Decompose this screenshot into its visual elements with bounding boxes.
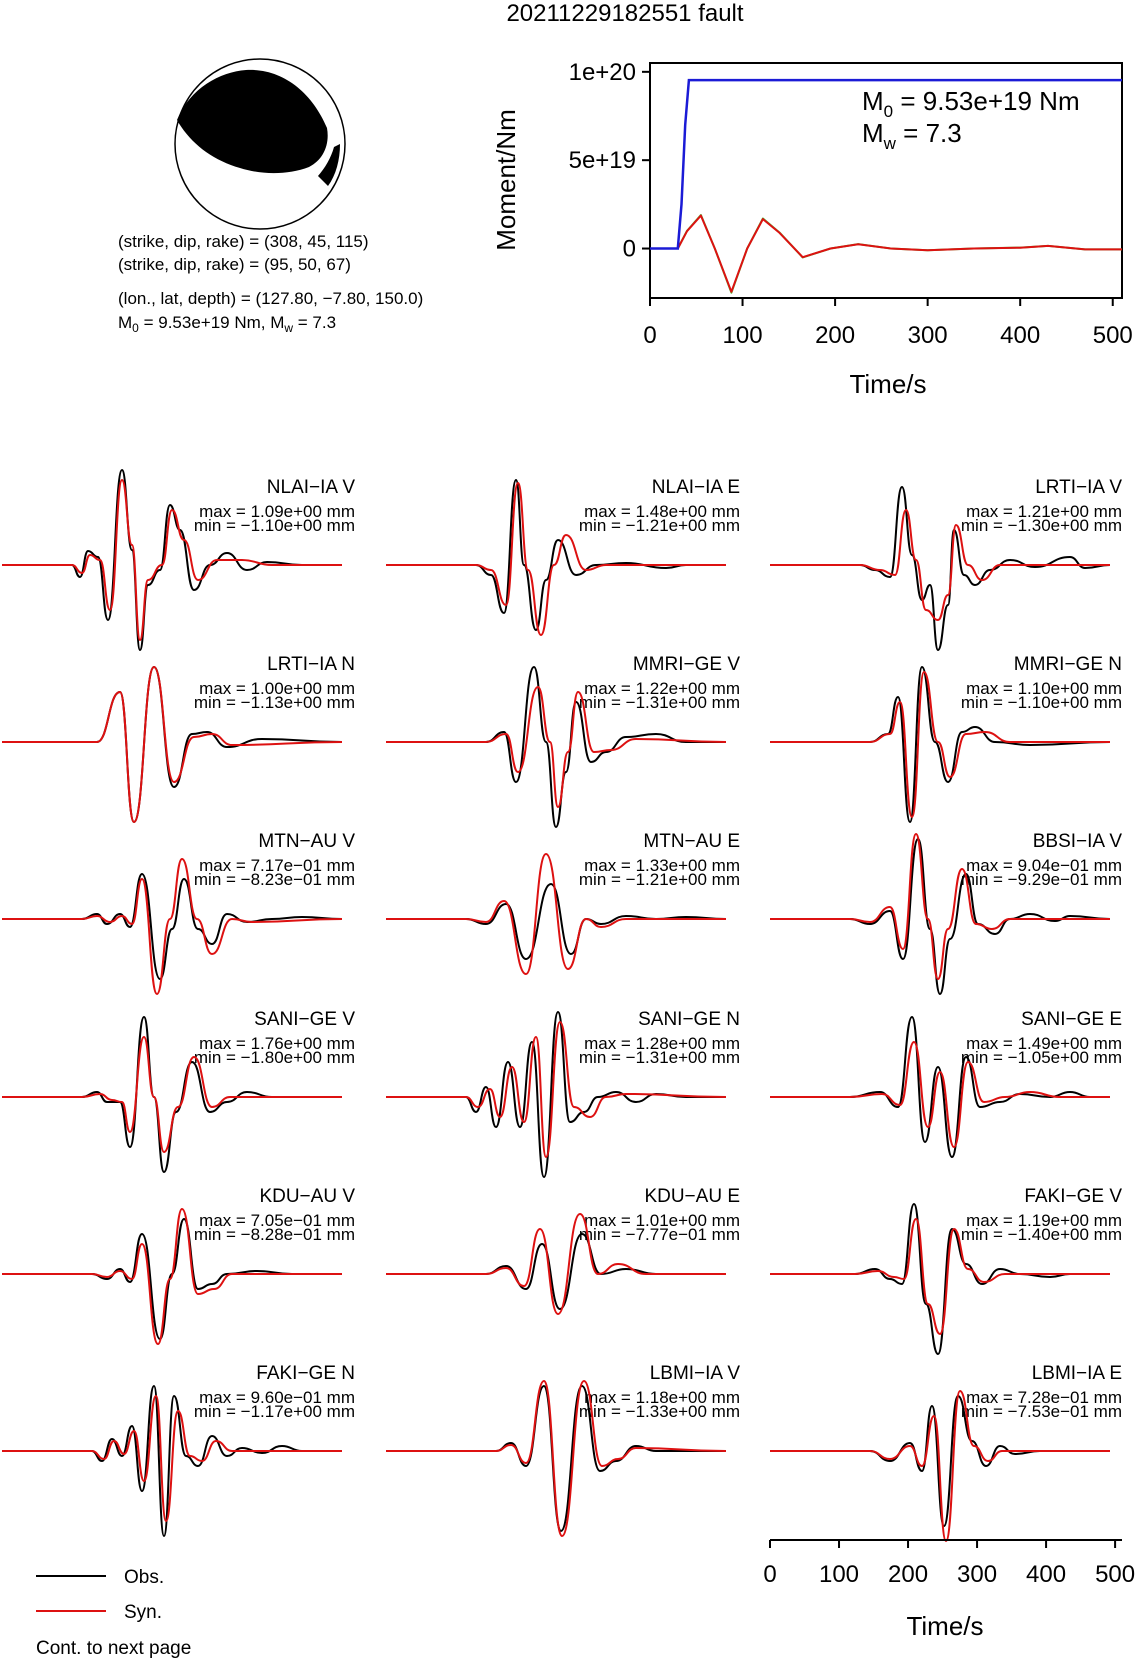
- station-panel: [770, 1009, 1122, 1157]
- station-max-label: max = 1.01e+00 mm: [584, 1211, 740, 1230]
- station-label: MTN−AU V: [258, 831, 355, 852]
- station-label: SANI−GE N: [638, 1009, 740, 1030]
- station-max-label: max = 1.00e+00 mm: [199, 679, 355, 698]
- station-max-label: max = 1.48e+00 mm: [584, 502, 740, 521]
- station-panel: [2, 1186, 355, 1344]
- station-max-label: max = 9.04e−01 mm: [966, 856, 1122, 875]
- station-max-label: max = 1.33e+00 mm: [584, 856, 740, 875]
- moment-x-tick-label: 0: [643, 322, 657, 349]
- station-label: KDU−AU V: [259, 1186, 355, 1207]
- station-min-label: min = −1.13e+00 mm: [193, 693, 355, 712]
- station-panel: [386, 1009, 740, 1177]
- legend: [36, 1567, 164, 1623]
- mechanism-line-2: (strike, dip, rake) = (95, 50, 67): [118, 255, 351, 274]
- station-label: KDU−AU E: [644, 1186, 740, 1207]
- station-max-label: max = 1.22e+00 mm: [584, 679, 740, 698]
- station-label: LBMI−IA E: [1031, 1363, 1122, 1384]
- waveform-grid: [2, 470, 1122, 1541]
- station-min-label: min = −8.23e−01 mm: [193, 870, 355, 889]
- station-label: SANI−GE E: [1021, 1009, 1122, 1030]
- station-label: MTN−AU E: [643, 831, 740, 852]
- legend-syn-label: Syn.: [124, 1602, 163, 1623]
- station-min-label: min = −1.10e+00 mm: [193, 516, 355, 535]
- waveform-x-tick-label: 100: [818, 1561, 860, 1588]
- moment-y-tick-label: 5e+19: [568, 147, 636, 175]
- figure-title: 20211229182551 fault: [506, 0, 744, 27]
- station-min-label: min = −8.28e−01 mm: [193, 1225, 355, 1244]
- station-max-label: max = 1.19e+00 mm: [966, 1211, 1122, 1230]
- station-min-label: min = −1.10e+00 mm: [960, 693, 1122, 712]
- station-min-label: min = −1.80e+00 mm: [193, 1048, 355, 1067]
- moment-x-tick-label: 100: [722, 322, 763, 349]
- station-panel: [2, 654, 355, 822]
- moment-y-tick-label: 1e+20: [568, 58, 636, 86]
- station-max-label: max = 9.60e−01 mm: [199, 1388, 355, 1407]
- station-panel: [770, 654, 1122, 822]
- station-min-label: min = −9.29e−01 mm: [960, 870, 1122, 889]
- station-panel: [2, 470, 355, 650]
- station-panel: [2, 1009, 355, 1172]
- waveform-x-tick-label: 400: [1026, 1561, 1067, 1588]
- waveform-x-tick-label: 500: [1095, 1561, 1136, 1588]
- station-panel: [386, 477, 740, 635]
- station-panel: [386, 654, 740, 827]
- station-panel: [2, 831, 355, 994]
- waveform-x-axis-label: Time/s: [906, 1611, 984, 1641]
- station-panel: [386, 831, 740, 974]
- station-min-label: min = −1.30e+00 mm: [960, 516, 1122, 535]
- station-max-label: max = 1.49e+00 mm: [966, 1034, 1122, 1053]
- station-panel: [770, 1186, 1122, 1354]
- station-min-label: min = −7.53e−01 mm: [960, 1402, 1122, 1421]
- station-max-label: max = 1.10e+00 mm: [966, 679, 1122, 698]
- mechanism-moment-line: $M_0 = 9.53e+19$ Nm, $M_w = 7.3$: [118, 313, 337, 335]
- station-label: MMRI−GE V: [632, 654, 740, 675]
- station-panel: [770, 1363, 1122, 1541]
- station-max-label: max = 1.18e+00 mm: [584, 1388, 740, 1407]
- station-label: NLAI−IA V: [266, 477, 355, 498]
- station-panel: [386, 1363, 740, 1536]
- station-label: NLAI−IA E: [651, 477, 740, 498]
- mechanism-line-3: (lon., lat, depth) = (127.80, −7.80, 150.0): [118, 289, 424, 308]
- waveform-x-tick-label: 200: [888, 1561, 929, 1588]
- station-label: LRTI−IA V: [1035, 477, 1122, 498]
- moment-x-tick-label: 300: [907, 322, 948, 349]
- moment-x-tick-label: 400: [1000, 322, 1041, 349]
- station-min-label: min = −7.77e−01 mm: [578, 1225, 740, 1244]
- station-min-label: min = −1.05e+00 mm: [960, 1048, 1122, 1067]
- observed-trace: [2, 874, 342, 979]
- moment-x-tick-label: 200: [815, 322, 856, 349]
- station-label: LRTI−IA N: [267, 654, 355, 675]
- station-max-label: max = 1.76e+00 mm: [199, 1034, 355, 1053]
- continuation-note: Cont. to next page: [36, 1638, 192, 1659]
- stf-red-line: [650, 216, 1122, 292]
- station-max-label: max = 1.21e+00 mm: [966, 502, 1122, 521]
- station-max-label: max = 1.28e+00 mm: [584, 1034, 740, 1053]
- focal-mechanism-beachball: [175, 59, 345, 229]
- station-panel: [770, 477, 1122, 650]
- moment-m0-annotation: $M_0 = 9.53e+19$ Nm: [862, 86, 1080, 121]
- station-label: MMRI−GE N: [1013, 654, 1122, 675]
- station-min-label: min = −1.31e+00 mm: [578, 1048, 740, 1067]
- station-max-label: max = 1.09e+00 mm: [199, 502, 355, 521]
- moment-x-axis-label: Time/s: [849, 369, 927, 399]
- station-panel: [386, 1186, 740, 1314]
- moment-rate-panel: [491, 59, 1133, 399]
- legend-obs-label: Obs.: [124, 1567, 165, 1588]
- mechanism-line-1: (strike, dip, rake) = (308, 45, 115): [118, 232, 369, 251]
- station-label: LBMI−IA V: [649, 1363, 740, 1384]
- observed-trace: [386, 1234, 726, 1309]
- station-min-label: min = −1.33e+00 mm: [578, 1402, 740, 1421]
- station-min-label: min = −1.40e+00 mm: [960, 1225, 1122, 1244]
- moment-x-tick-label: 500: [1092, 322, 1133, 349]
- station-label: FAKI−GE V: [1024, 1186, 1122, 1207]
- station-min-label: min = −1.21e+00 mm: [578, 516, 740, 535]
- stf-green-line: [650, 215, 1122, 293]
- station-label: FAKI−GE N: [256, 1363, 355, 1384]
- station-max-label: max = 7.28e−01 mm: [966, 1388, 1122, 1407]
- moment-mw-annotation: $M_w = 7.3$: [862, 118, 962, 153]
- waveform-x-tick-label: 0: [763, 1561, 777, 1588]
- station-label: BBSI−IA V: [1032, 831, 1122, 852]
- station-panel: [770, 831, 1122, 994]
- station-min-label: min = −1.31e+00 mm: [578, 693, 740, 712]
- station-max-label: max = 7.17e−01 mm: [199, 856, 355, 875]
- station-min-label: min = −1.21e+00 mm: [578, 870, 740, 889]
- moment-y-tick-label: 0: [622, 235, 636, 263]
- station-label: SANI−GE V: [254, 1009, 355, 1030]
- waveform-x-tick-label: 300: [957, 1561, 998, 1588]
- station-min-label: min = −1.17e+00 mm: [193, 1402, 355, 1421]
- station-panel: [2, 1363, 355, 1536]
- station-max-label: max = 7.05e−01 mm: [199, 1211, 355, 1230]
- moment-y-axis-label: Moment/Nm: [491, 109, 521, 251]
- waveform-time-axis: [763, 1540, 1135, 1641]
